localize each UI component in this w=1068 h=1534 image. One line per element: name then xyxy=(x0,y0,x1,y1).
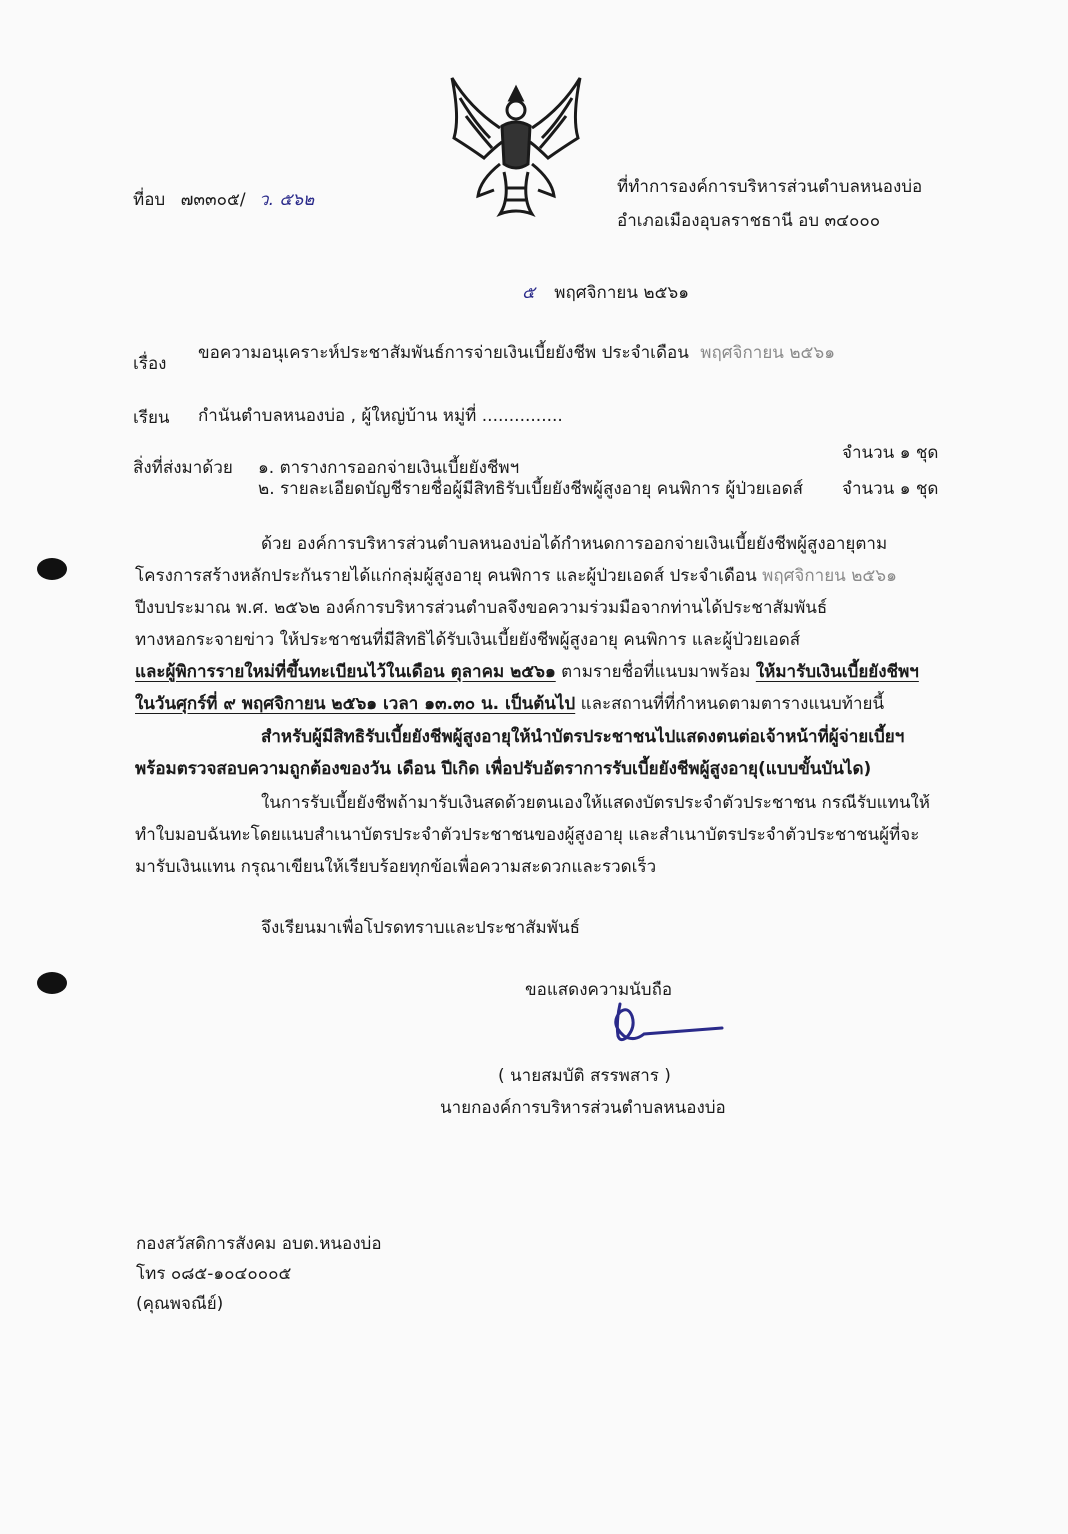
p1-line-5: ตามรายชื่อที่แนบมาพร้อม xyxy=(561,662,751,682)
body-paragraph-1 xyxy=(135,528,975,720)
regards: ขอแสดงความนับถือ xyxy=(525,980,673,1000)
signer-name: ( นายสมบัติ สรรพสาร ) xyxy=(498,1066,671,1086)
ref-label: ที่อบ xyxy=(133,190,166,210)
subject-text xyxy=(198,341,835,365)
subject-label: เรื่อง xyxy=(133,354,167,374)
p1-line-5-bold: และผู้พิการรายใหม่ที่ขึ้นทะเบียนไว้ในเดือน ตุลาคม ๒๕๖๑ xyxy=(135,662,556,682)
body-paragraph-2 xyxy=(135,721,975,785)
letter-date xyxy=(522,281,689,305)
p1-line-6: และสถานที่ที่กำหนดตามตารางแนบท้ายนี้ xyxy=(580,694,885,714)
closing-line: จึงเรียนมาเพื่อโปรดทราบและประชาสัมพันธ์ xyxy=(261,918,580,938)
subject-body: ขอความอนุเคราะห์ประชาสัมพันธ์การจ่ายเงินเบี้ยยังชีพ ประจำเดือน xyxy=(198,343,689,363)
p1-line-4: ทางหอกระจายข่าว ให้ประชาชนที่มีสิทธิได้รับเงินเบี้ยยังชีพผู้สูงอายุ คนพิการ และผู้ป่วยเอดส์ xyxy=(135,630,801,650)
office-line-2: อำเภอเมืองอุบลราชธานี อบ ๓๔๐๐๐ xyxy=(617,211,881,231)
p1-line-2: โครงการสร้างหลักประกันรายได้แก่กลุ่มผู้สูงอายุ คนพิการ และผู้ป่วยเอดส์ ประจำเดือน xyxy=(135,566,757,586)
enclosure-item-1: ๑. ตารางการออกจ่ายเงินเบี้ยยังชีพฯ xyxy=(258,458,520,478)
ref-code: ๗๓๓๐๕/ xyxy=(180,190,246,210)
to-text: กำนันตำบลหนองบ่อ , ผู้ใหญ่บ้าน หมู่ที่ ............... xyxy=(198,406,563,426)
body-paragraph-3 xyxy=(135,787,975,883)
p1-line-3: ปีงบประมาณ พ.ศ. ๒๕๖๒ องค์การบริหารส่วนตำบลจึงขอความร่วมมือจากท่านได้ประชาสัมพันธ์ xyxy=(135,598,828,618)
enclosure-item-2: ๒. รายละเอียดบัญชีรายชื่อผู้มีสิทธิรับเบี้ยยังชีพผู้สูงอายุ คนพิการ ผู้ป่วยเอดส์ xyxy=(258,479,804,499)
punch-hole-top xyxy=(37,558,67,580)
ref-handwritten: ว. ๕๖๒ xyxy=(259,190,315,210)
p1-line-6-bold: ในวันศุกร์ที่ ๙ พฤศจิกายน ๒๕๖๑ เวลา ๑๓.๓๐ น. เป็นต้นไป xyxy=(135,694,576,714)
enclosure-item-1-qty: จำนวน ๑ ชุด xyxy=(842,443,939,463)
footer-department: กองสวัสดิการสังคม อบต.หนองบ่อ xyxy=(136,1234,382,1254)
office-line-1: ที่ทำการองค์การบริหารส่วนตำบลหนองบ่อ xyxy=(617,177,923,197)
p2-line-1: สำหรับผู้มีสิทธิรับเบี้ยยังชีพผู้สูงอายุให้นำบัตรประชาชนไปแสดงตนต่อเจ้าหน้าที่ผู้จ่ายเบี้ยฯ xyxy=(261,727,905,747)
signer-title: นายกองค์การบริหารส่วนตำบลหนองบ่อ xyxy=(440,1098,726,1118)
p3-line-1: ในการรับเบี้ยยังชีพถ้ามารับเงินสดด้วยตนเองให้แสดงบัตรประจำตัวประชาชน กรณีรับแทนให้ xyxy=(261,793,930,813)
handwritten-signature xyxy=(580,992,730,1052)
garuda-emblem xyxy=(440,68,592,220)
ref-number xyxy=(133,188,314,212)
enclosures-label: สิ่งที่ส่งมาด้วย xyxy=(133,458,233,478)
footer-phone: โทร ๐๘๕-๑๐๔๐๐๐๕ xyxy=(136,1264,292,1284)
p3-line-3: มารับเงินแทน กรุณาเขียนให้เรียบร้อยทุกข้อเพื่อความสะดวกและรวดเร็ว xyxy=(135,857,657,877)
date-day: ๕ xyxy=(522,283,535,303)
enclosure-item-2-qty: จำนวน ๑ ชุด xyxy=(842,479,939,499)
p3-line-2: ทำใบมอบฉันทะโดยแนบสำเนาบัตรประจำตัวประชาชนของผู้สูงอายุ และสำเนาบัตรประจำตัวประชาชนผู้ที่จะ xyxy=(135,825,920,845)
p1-line-5-bold-end: ให้มารับเงินเบี้ยยังชีพฯ xyxy=(755,662,919,682)
to-label: เรียน xyxy=(133,408,170,428)
p2-line-2: พร้อมตรวจสอบความถูกต้องของวัน เดือน ปีเกิด เพื่อปรับอัตราการรับเบี้ยยังชีพผู้สูงอายุ(แบบขั้นบันได) xyxy=(135,759,872,779)
subject-month: พฤศจิกายน ๒๕๖๑ xyxy=(700,343,835,363)
punch-hole-bottom xyxy=(37,972,67,994)
p1-line-1: ด้วย องค์การบริหารส่วนตำบลหนองบ่อได้กำหนดการออกจ่ายเงินเบี้ยยังชีพผู้สูงอายุตาม xyxy=(261,534,888,554)
date-month-year: พฤศจิกายน ๒๕๖๑ xyxy=(554,283,690,303)
footer-contact: (คุณพจณีย์) xyxy=(136,1294,224,1314)
p1-line-2-month: พฤศจิกายน ๒๕๖๑ xyxy=(762,566,897,586)
